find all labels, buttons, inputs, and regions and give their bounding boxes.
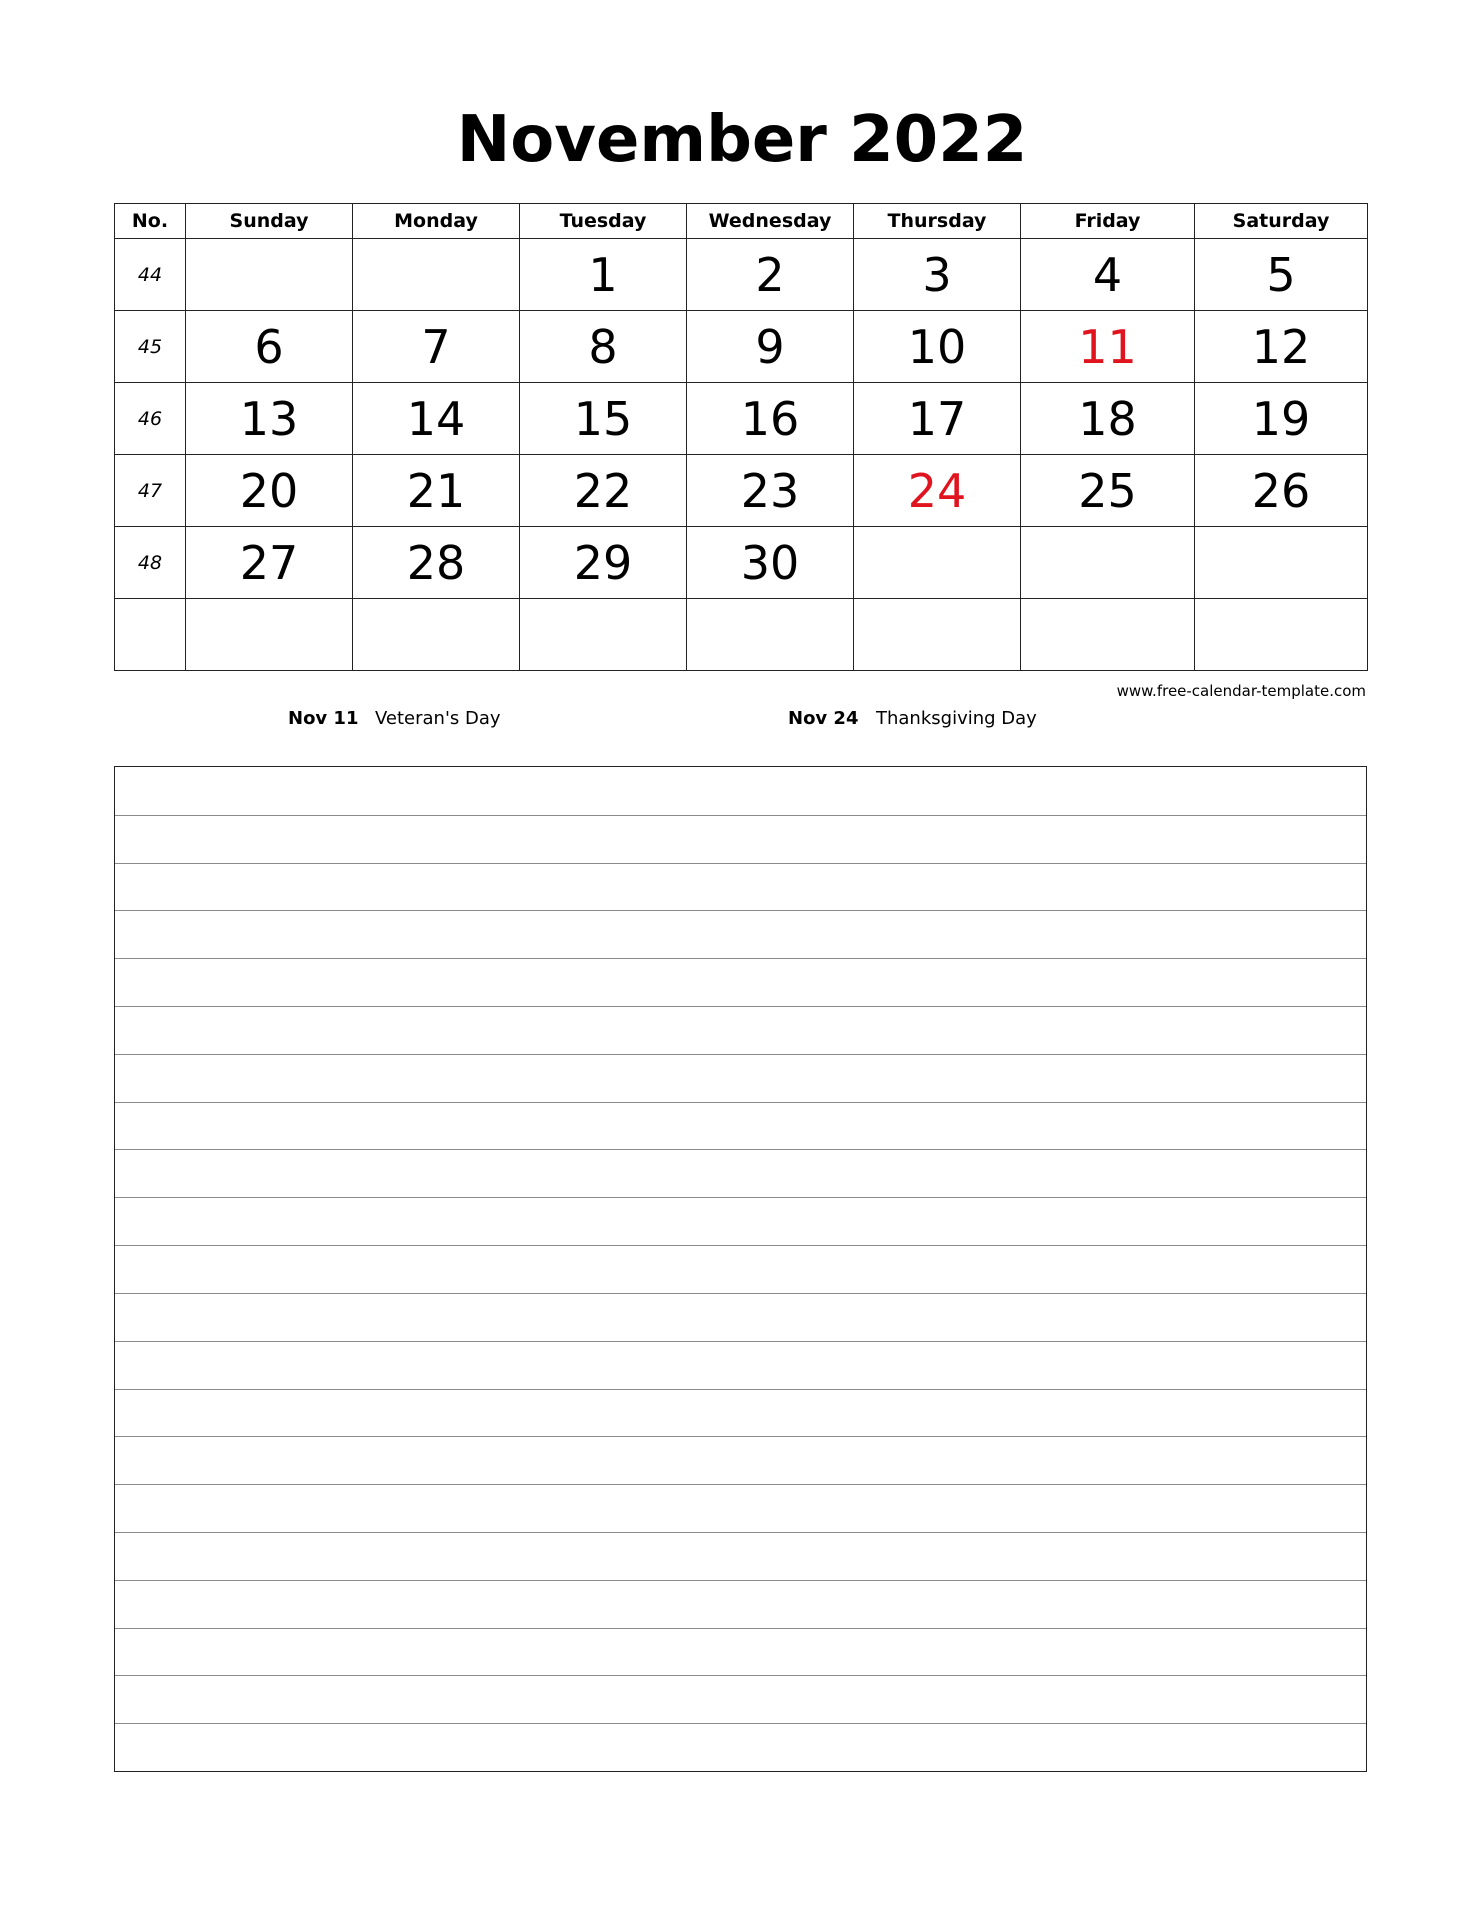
week-row — [115, 311, 1368, 383]
day-cell: 19 — [1195, 383, 1368, 455]
calendar-grid — [114, 203, 1368, 671]
day-cell: 9 — [687, 311, 854, 383]
week-row — [115, 383, 1368, 455]
week-number: 46 — [115, 383, 186, 455]
day-cell — [687, 599, 854, 671]
header-tuesday: Tuesday — [520, 204, 687, 239]
note-line — [115, 1389, 1366, 1390]
note-line — [115, 910, 1366, 911]
note-line — [115, 1245, 1366, 1246]
note-line — [115, 1293, 1366, 1294]
week-number — [115, 599, 186, 671]
week-number: 47 — [115, 455, 186, 527]
day-cell: 29 — [520, 527, 687, 599]
note-line — [115, 1723, 1366, 1724]
week-number: 44 — [115, 239, 186, 311]
note-line — [115, 1149, 1366, 1150]
note-line — [115, 863, 1366, 864]
note-line — [115, 815, 1366, 816]
day-cell: 8 — [520, 311, 687, 383]
day-cell: 28 — [353, 527, 520, 599]
day-cell — [1021, 527, 1195, 599]
holiday-name: Veteran's Day — [375, 708, 501, 729]
website-credit: www.free-calendar-template.com — [1116, 682, 1366, 700]
note-line — [115, 1580, 1366, 1581]
note-line — [115, 1054, 1366, 1055]
day-cell: 2 — [687, 239, 854, 311]
week-number-header: No. — [115, 204, 186, 239]
week-row — [115, 527, 1368, 599]
note-line — [115, 1197, 1366, 1198]
week-row — [115, 599, 1368, 671]
day-cell: 6 — [186, 311, 353, 383]
day-cell — [1195, 599, 1368, 671]
day-cell: 14 — [353, 383, 520, 455]
note-line — [115, 1436, 1366, 1437]
day-cell: 22 — [520, 455, 687, 527]
note-line — [115, 1484, 1366, 1485]
day-cell — [854, 527, 1021, 599]
day-cell: 1 — [520, 239, 687, 311]
header-saturday: Saturday — [1195, 204, 1368, 239]
day-cell: 12 — [1195, 311, 1368, 383]
header-sunday: Sunday — [186, 204, 353, 239]
header-thursday: Thursday — [854, 204, 1021, 239]
day-cell: 5 — [1195, 239, 1368, 311]
day-cell — [520, 599, 687, 671]
notes-area[interactable] — [114, 766, 1367, 1772]
day-cell: 4 — [1021, 239, 1195, 311]
day-cell: 24 — [854, 455, 1021, 527]
week-row — [115, 455, 1368, 527]
note-line — [115, 1532, 1366, 1533]
holiday-list — [0, 708, 1484, 738]
day-cell: 18 — [1021, 383, 1195, 455]
day-cell — [1195, 527, 1368, 599]
note-line — [115, 1675, 1366, 1676]
day-cell: 3 — [854, 239, 1021, 311]
day-cell: 26 — [1195, 455, 1368, 527]
holiday-date: Nov 11 — [288, 708, 359, 729]
day-cell: 27 — [186, 527, 353, 599]
week-number: 48 — [115, 527, 186, 599]
week-row — [115, 239, 1368, 311]
day-cell: 20 — [186, 455, 353, 527]
holiday-name: Thanksgiving Day — [876, 708, 1037, 729]
day-cell: 10 — [854, 311, 1021, 383]
day-cell: 11 — [1021, 311, 1195, 383]
calendar-title: November 2022 — [456, 103, 1028, 177]
day-cell — [186, 239, 353, 311]
note-line — [115, 1006, 1366, 1007]
week-number: 45 — [115, 311, 186, 383]
weekday-header-row — [115, 204, 1368, 239]
day-cell: 23 — [687, 455, 854, 527]
day-cell: 21 — [353, 455, 520, 527]
header-wednesday: Wednesday — [687, 204, 854, 239]
day-cell — [353, 599, 520, 671]
note-line — [115, 958, 1366, 959]
day-cell: 30 — [687, 527, 854, 599]
note-line — [115, 1102, 1366, 1103]
day-cell — [1021, 599, 1195, 671]
day-cell: 17 — [854, 383, 1021, 455]
note-line — [115, 1341, 1366, 1342]
holiday-date: Nov 24 — [788, 708, 859, 729]
day-cell: 16 — [687, 383, 854, 455]
day-cell — [353, 239, 520, 311]
day-cell: 13 — [186, 383, 353, 455]
day-cell: 7 — [353, 311, 520, 383]
day-cell — [186, 599, 353, 671]
day-cell: 15 — [520, 383, 687, 455]
header-monday: Monday — [353, 204, 520, 239]
note-line — [115, 1628, 1366, 1629]
header-friday: Friday — [1021, 204, 1195, 239]
day-cell — [854, 599, 1021, 671]
day-cell: 25 — [1021, 455, 1195, 527]
